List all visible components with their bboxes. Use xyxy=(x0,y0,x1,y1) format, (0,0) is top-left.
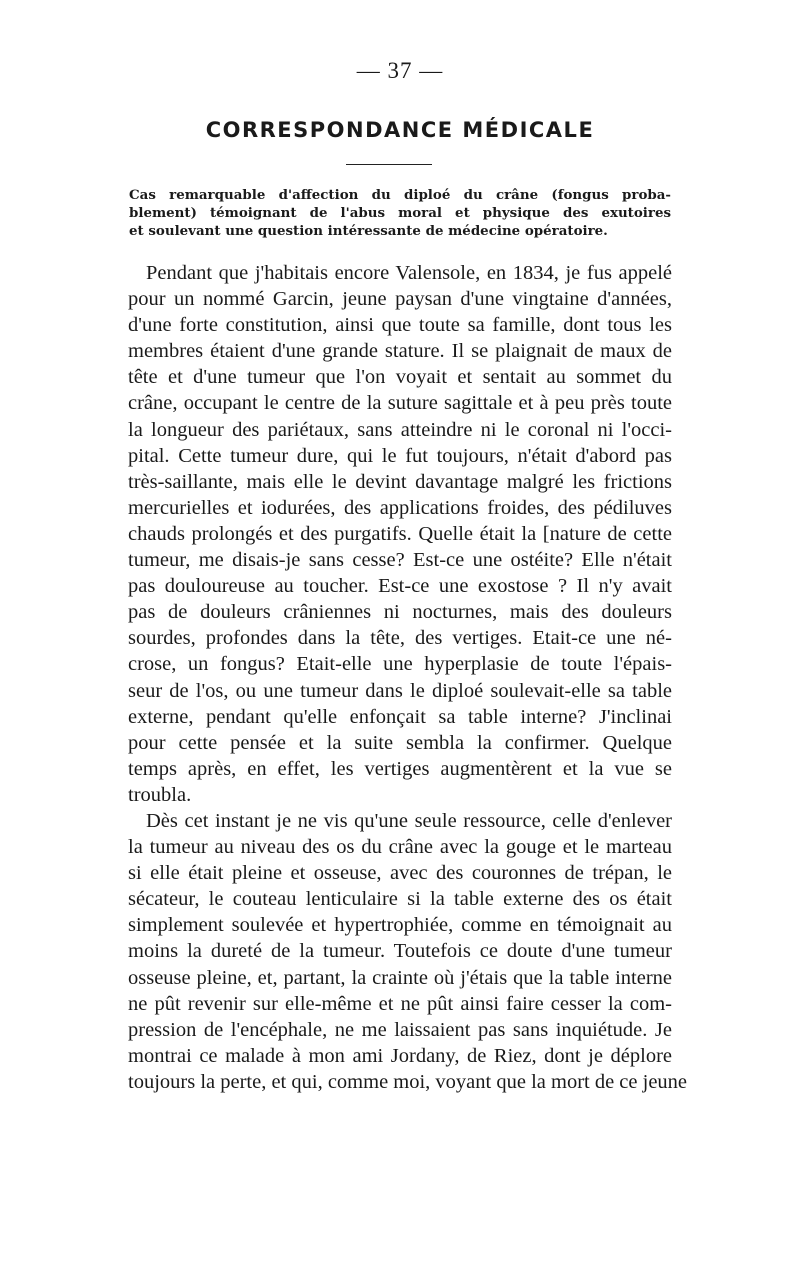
text-line: ne pût revenir sur elle-même et ne pût ainsi faire cesser la com- xyxy=(128,992,672,1015)
paragraph-2 xyxy=(128,808,688,1095)
subtitle-line: et soulevant une question intéressante de médecine opératoire. xyxy=(129,223,608,239)
text-line: tumeur, me disais-je sans cesse? Est-ce une ostéite? Elle n'était xyxy=(128,549,672,572)
section-title: CORRESPONDANCE MÉDICALE xyxy=(205,118,595,142)
subtitle-line: Cas remarquable d'affection du diploé du crâne (fongus proba- xyxy=(129,187,671,203)
text-line: Pendant que j'habitais encore Valensole, en 1834, je fus appelé xyxy=(146,262,672,284)
text-line: crâne, occupant le centre de la suture sagittale et à peu près toute xyxy=(128,392,672,415)
text-line: tête et d'une tumeur que l'on voyait et sentait au sommet du xyxy=(128,366,672,389)
page-number: — 37 — xyxy=(356,58,444,83)
text-line: crose, un fongus? Etait-elle une hyperplasie de toute l'épais- xyxy=(128,653,672,676)
subtitle-line: blement) témoignant de l'abus moral et physique des exutoires xyxy=(129,205,671,221)
text-line: Dès cet instant je ne vis qu'une seule ressource, celle d'enlever xyxy=(146,809,672,832)
text-line: temps après, en effet, les vertiges augmentèrent et la vue se xyxy=(128,757,672,780)
text-line: osseuse pleine, et, partant, la crainte où j'étais que la table interne xyxy=(128,966,672,989)
text-line: d'une forte constitution, ainsi que toute sa famille, dont tous les xyxy=(128,314,672,337)
article-body xyxy=(128,260,688,1095)
text-line: mercurielles et iodurées, des applications froides, des pédiluves xyxy=(128,496,672,519)
text-line: très-saillante, mais elle le devint davantage malgré les frictions xyxy=(128,470,672,493)
text-line: pas douloureuse au toucher. Est-ce une exostose ? Il n'y avait xyxy=(128,575,672,598)
text-line: la longueur des pariétaux, sans atteindre ni le coronal ni l'occi- xyxy=(128,418,672,441)
text-line: pression de l'encéphale, ne me laissaient pas sans inquiétude. Je xyxy=(128,1018,672,1041)
text-line: sécateur, le couteau lenticulaire si la table externe des os était xyxy=(128,888,672,911)
title-divider xyxy=(346,164,432,165)
text-line: simplement soulevée et hypertrophiée, comme en témoignait au xyxy=(128,914,672,937)
text-line: pour cette pensée et la suite sembla la confirmer. Quelque xyxy=(128,731,672,754)
text-line: pas de douleurs crâniennes ni nocturnes, mais des douleurs xyxy=(128,601,672,624)
text-line: la tumeur au niveau des os du crâne avec la gouge et le marteau xyxy=(128,836,672,859)
text-line: pital. Cette tumeur dure, qui le fut toujours, n'était d'abord pas xyxy=(128,444,672,467)
text-line: externe, pendant qu'elle enfonçait sa table interne? J'inclinai xyxy=(128,705,672,728)
text-line: troubla. xyxy=(128,783,192,806)
text-line: chauds prolongés et des purgatifs. Quelle était la [nature de cette xyxy=(128,522,672,545)
text-line: toujours la perte, et qui, comme moi, voyant que la mort de ce jeune xyxy=(128,1070,688,1093)
text-line: pour un nommé Garcin, jeune paysan d'une vingtaine d'années, xyxy=(128,288,672,311)
text-line: sourdes, profondes dans la tête, des vertiges. Etait-ce une né- xyxy=(128,627,672,650)
text-line: si elle était pleine et osseuse, avec des couronnes de trépan, le xyxy=(128,862,672,885)
text-line: membres étaient d'une grande stature. Il se plaignait de maux de xyxy=(128,340,672,363)
text-line: seur de l'os, ou une tumeur dans le diploé soulevait-elle sa table xyxy=(128,679,672,702)
text-line: moins la dureté de la tumeur. Toutefois ce doute d'une tumeur xyxy=(128,940,672,963)
article-subtitle xyxy=(129,186,671,240)
text-line: montrai ce malade à mon ami Jordany, de Riez, dont je déplore xyxy=(128,1044,672,1067)
paragraph-1 xyxy=(128,260,672,808)
